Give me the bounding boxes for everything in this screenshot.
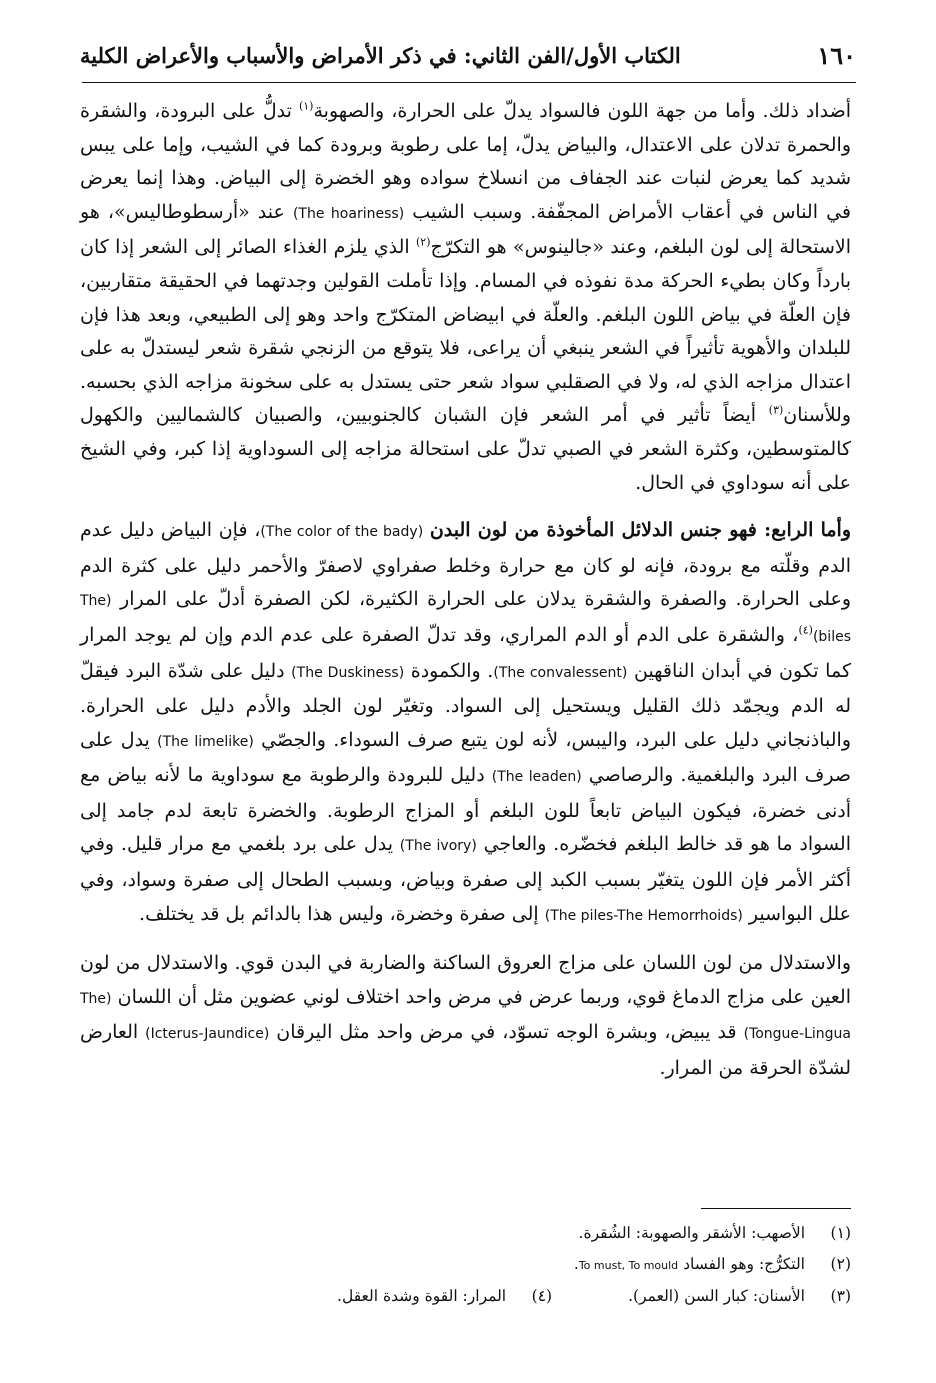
footnote-ref: (٤) — [798, 623, 813, 637]
text-run: قد يبيض، وبشرة الوجه تسوّد، في مرض واحد مثل اليرقان — [269, 1021, 744, 1044]
text-run: أضداد ذلك. وأما من جهة اللون فالسواد يدلّ على الحرارة، والصهوبة — [313, 100, 851, 122]
footnote-text: المرار: القوة وشدة العقل. — [337, 1287, 507, 1305]
page-header — [80, 30, 856, 80]
text-run: الذي يلزم الغذاء الصائر إلى الشعر إذا كان بارداً وكان بطيء الحركة مدة نفوذه في المسام. وإذا تأملت القولين وجدتهما في الحقيقة متقاربين، فإن العلّة في بياض اللون البلغم. والعلّة في ابيضاض المتكرّج واحد وهو إلى الطبيعي، وبعد هذا فإن للبلدان والأهوية تأثيراً في الشعر ينبغي أن يراعى، فلا يتوقع من الزنجي شقرة شعر ليستدلّ به على اعتدال مزاجه الذي له، ولا في الصقلبي سواد شعر حتى يستدل به على سخونة مزاجه الذي بحسبه. وللأسنان — [80, 236, 851, 427]
paragraph — [80, 95, 851, 500]
footnote-number: (١) — [830, 1224, 851, 1242]
footnotes — [90, 1218, 851, 1312]
footnote-tail: . — [573, 1255, 579, 1273]
text-run: ، والشقرة على الدم أو الدم المراري، وقد تدلّ الصفرة على عدم الدم وإن لم يوجد المرار كما تكون في أبدان الناقهين — [80, 623, 851, 682]
english-term: (The biles) — [80, 593, 851, 645]
footnote-arabic: التكرُّج: وهو الفساد — [678, 1255, 805, 1273]
footnote-ref: (١) — [298, 99, 314, 113]
english-term: (The Duskiness) — [291, 664, 405, 681]
english-term: (Icterus-Jaundice) — [145, 1026, 270, 1043]
page-number: ١٦٠ — [817, 40, 856, 70]
text-run: أيضاً تأثير في أمر الشعر فإن الشبان كالجنوبيين، والصبيان كالشماليين والكهول كالمتوسطين، وكثرة الشعر في الصبي تدلّ على استحالة مزاجه إلى السوداوية إذا كبر، وفي الشيخ على أنه سوداوي في الحال. — [80, 404, 851, 494]
footnote-number: (٣) — [830, 1287, 851, 1305]
section-lead: وأما الرابع: فهو جنس الدلائل المأخوذة من لون البدن — [429, 519, 851, 542]
footnote-text — [574, 1249, 805, 1281]
text-run: العارض لشدّة الحرقة من المرار. — [80, 1021, 851, 1080]
text-run: يدل على صرف البرد والبلغمية. والرصاصي — [80, 728, 851, 787]
footnote-number: (٢) — [830, 1255, 851, 1273]
text-run: والاستدلال من لون اللسان على مزاج العروق الساكنة والضاربة في البدن قوي. والاستدلال من لون العين على مزاج الدماغ قوي، وربما عرض في مرض واحد اختلاف لوني عضوين مثل أن اللسان — [80, 952, 851, 1008]
text-run: دليل للبرودة والرطوبة مع سوداوية ما لأنه بياض مع أدنى خضرة، فيكون البياض تابعاً للون البلغم أو المزاج الرطوبة. والخضرة تابعة لدم جامد إلى السواد ما هو قد خالط البلغم فخضّره. والعاجي — [80, 764, 851, 856]
running-head: الكتاب الأول/الفن الثاني: في ذكر الأمراض والأسباب والأعراض الكلية — [80, 42, 681, 68]
english-term: (The limelike) — [157, 733, 254, 750]
paragraph — [80, 514, 851, 933]
text-run: إلى صفرة وخضرة، وليس هذا بالدائم بل قد يختلف. — [139, 902, 545, 925]
english-term: (The color of the bady) — [260, 524, 424, 541]
text-run — [423, 519, 430, 541]
english-term: (The Tongue-Lingua) — [80, 990, 851, 1043]
footnote-text: الأسنان: كبار السن (العمر). — [628, 1287, 805, 1305]
text-run: ، فإن البياض دليل عدم الدم وقلّته مع برودة، فإنه لو كان مع حرارة وخلط صفراوي لاصفرّ والأحمر دليل على كثرة الدم وعلى الحرارة. والصفرة والشقرة يدلان على الحرارة الكثيرة، لكن الصفرة أدلّ على المرار — [80, 519, 851, 611]
english-term: (The convalessent) — [493, 664, 628, 681]
header-rule — [82, 82, 856, 83]
text-run: عند «أرسطوطاليس»، هو الاستحالة إلى لون البلغم، وعند «جالينوس» هو التكرّج — [80, 200, 851, 259]
text-run: دليل على شدّة البرد فيقلّ له الدم ويجمّد ذلك القليل ويستحيل إلى السواد. وتغيّر لون الجلد والأدم دليل على الحرارة. والباذنجاني دليل على البرد، واليبس، لأنه لون يتبع صرف السوداء. والجصّي — [80, 659, 851, 751]
english-term: (The ivory) — [399, 838, 477, 855]
footnote-english: To must, To mould — [578, 1259, 679, 1272]
footnote-number: (٤) — [531, 1287, 553, 1305]
english-term: (The piles-The Hemorrhoids) — [544, 907, 743, 924]
english-term: (The leaden) — [491, 769, 582, 786]
text-run: يدل على برد بلغمي مع مرار قليل. وفي أكثر الأمر فإن اللون يتغيّر بسبب الكبد إلى صفرة وبياض، وبسبب الطحال إلى صفرة وسواد، وفي علل البواسير — [80, 833, 851, 925]
footnote-3-4-row — [90, 1281, 851, 1312]
footnote-2 — [90, 1249, 851, 1281]
footnote-ref: (٢) — [415, 236, 431, 250]
paragraph — [80, 947, 851, 1085]
footnote-1 — [90, 1218, 851, 1249]
text-run: . والكمودة — [404, 659, 494, 682]
footnote-ref: (٣) — [768, 404, 784, 418]
text-run: تدلُّ على البرودة، والشقرة والحمرة تدلان على الاعتدال، والبياض يدلّ، إما على رطوبة وبرودة كما في الشيب، وإما على يبس شديد كما يعرض لنبات عند الجفاف من انسلاخ سواده وهو الخضرة إلى البياض. وهذا إنما يعرض في الناس في أعقاب الأمراض المجفّفة. وسبب الشيب — [80, 100, 852, 223]
english-term: (The hoariness) — [292, 205, 405, 222]
body-text — [80, 95, 851, 1086]
footnote-rule — [701, 1208, 851, 1209]
footnote-text: الأصهب: الأشقر والصهوبة: الشُقرة. — [578, 1224, 805, 1242]
